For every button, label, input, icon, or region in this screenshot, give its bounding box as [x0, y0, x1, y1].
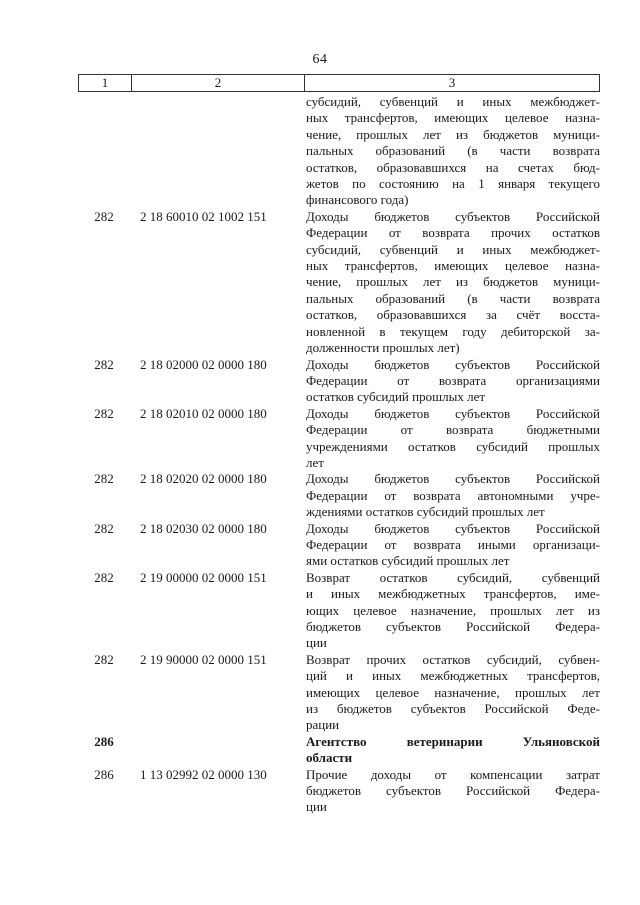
- column-header-3: 3: [448, 75, 456, 90]
- budget-code-cell: 2 19 00000 02 0000 151: [140, 569, 267, 585]
- description-cell: [306, 406, 600, 472]
- description-line: ции: [306, 635, 327, 651]
- description-line: и иных межбюджетных трансфертов, име-: [306, 586, 600, 602]
- description-line: жетов по состоянию на 1 января текущего: [306, 176, 600, 192]
- description-line: Доходы бюджетов субъектов Российской: [306, 405, 600, 421]
- description-line: остатков, образовавшихся за счёт восста-: [306, 307, 600, 323]
- description-line: бюджетов субъектов Российской Федера-: [306, 783, 600, 799]
- admin-code-cell: 282: [94, 471, 114, 487]
- description-line: пальных образований (в части возврата: [306, 143, 600, 159]
- budget-code-cell: 2 18 02020 02 0000 180: [140, 471, 267, 487]
- description-line: ями остатков субсидий прошлых лет: [306, 553, 510, 569]
- table-row: [78, 521, 608, 570]
- description-line: субсидий, субвенций и иных межбюджет-: [306, 94, 600, 109]
- description-line: субсидий, субвенций и иных межбюджет-: [306, 241, 600, 257]
- description-cell: [306, 767, 600, 816]
- admin-code-cell: 282: [94, 520, 114, 536]
- table-row: [78, 357, 608, 406]
- budget-code-cell: 2 19 90000 02 0000 151: [140, 651, 267, 667]
- description-line: чение, прошлых лет из бюджетов муници-: [306, 274, 600, 290]
- table-row: [78, 471, 608, 520]
- description-cell: [306, 471, 600, 520]
- table-row: [78, 767, 608, 816]
- description-cell: [306, 570, 600, 652]
- table-body: [78, 94, 608, 816]
- description-line: ных трансфертов, имеющих целевое назна-: [306, 258, 600, 274]
- description-line: ющих целевое назначение, прошлых лет из: [306, 602, 600, 618]
- description-line: имеющих целевое назначение, прошлых лет: [306, 684, 600, 700]
- description-line: лет: [306, 454, 324, 470]
- description-cell: [306, 357, 600, 406]
- description-cell: [306, 209, 600, 357]
- description-line: Федерации от возврата бюджетными: [306, 422, 600, 438]
- description-line: бюджетов субъектов Российской Федера-: [306, 619, 600, 634]
- description-line: из бюджетов субъектов Российской Феде-: [306, 701, 600, 717]
- description-line: ций и иных межбюджетных трансфертов,: [306, 668, 600, 684]
- table-row: [78, 209, 608, 357]
- column-header-1: 1: [79, 75, 132, 91]
- table-header-row: [78, 74, 600, 92]
- table-row: [78, 570, 608, 652]
- table-row: [78, 406, 608, 472]
- description-line: Доходы бюджетов субъектов Российской: [306, 520, 600, 536]
- description-line: области: [306, 750, 353, 766]
- description-line: Доходы бюджетов субъектов Российской: [306, 356, 600, 372]
- description-line: Федерации от возврата прочих остатков: [306, 225, 600, 241]
- description-line: чение, прошлых лет из бюджетов муници-: [306, 126, 600, 142]
- admin-code-cell: 282: [94, 356, 114, 372]
- budget-code-cell: 2 18 02000 02 0000 180: [140, 356, 267, 372]
- table-row: [78, 94, 608, 209]
- description-line: Доходы бюджетов субъектов Российской: [306, 471, 600, 487]
- description-line: остатков субсидий прошлых лет: [306, 389, 486, 405]
- description-line: пальных образований (в части возврата: [306, 290, 600, 306]
- admin-code-cell: 282: [94, 569, 114, 585]
- budget-code-cell: 2 18 02010 02 0000 180: [140, 405, 267, 421]
- description-line: ждениями остатков субсидий прошлых лет: [306, 504, 545, 520]
- description-line: рации: [306, 717, 340, 733]
- description-line: Федерации от возврата организациями: [306, 372, 600, 388]
- description-cell: [306, 734, 600, 767]
- admin-code-cell: 282: [94, 208, 114, 224]
- description-line: Доходы бюджетов субъектов Российской: [306, 208, 600, 224]
- description-line: Возврат остатков субсидий, субвенций: [306, 569, 600, 585]
- admin-code-cell: 286: [94, 733, 114, 749]
- description-line: остатков, образовавшихся на счетах бюд-: [306, 159, 600, 175]
- table-row: [78, 734, 608, 767]
- budget-code-cell: 1 13 02992 02 0000 130: [140, 766, 267, 782]
- description-line: новленной в текущем году дебиторской за-: [306, 323, 600, 339]
- description-line: ции: [306, 799, 327, 815]
- budget-code-cell: 2 18 60010 02 1002 151: [140, 208, 267, 224]
- description-line: финансового года): [306, 192, 409, 208]
- description-cell: [306, 521, 600, 570]
- admin-code-cell: 282: [94, 405, 114, 421]
- description-line: ных трансфертов, имеющих целевое назна-: [306, 110, 600, 126]
- table-row: [78, 652, 608, 734]
- description-line: учреждениями остатков субсидий прошлых: [306, 438, 600, 454]
- description-line: Прочие доходы от компенсации затрат: [306, 766, 600, 782]
- description-line: долженности прошлых лет): [306, 340, 460, 356]
- description-cell: [306, 652, 600, 734]
- description-line: Агентство ветеринарии Ульяновской: [306, 733, 600, 749]
- description-cell: [306, 94, 600, 209]
- budget-code-cell: 2 18 02030 02 0000 180: [140, 520, 267, 536]
- admin-code-cell: 286: [94, 766, 114, 782]
- admin-code-cell: 282: [94, 651, 114, 667]
- description-line: Федерации от возврата автономными учре-: [306, 487, 600, 503]
- column-header-2: 2: [132, 75, 305, 91]
- page-number: 64: [312, 52, 328, 67]
- description-line: Возврат прочих остатков субсидий, субвен-: [306, 651, 600, 667]
- description-line: Федерации от возврата иными организаци-: [306, 536, 600, 552]
